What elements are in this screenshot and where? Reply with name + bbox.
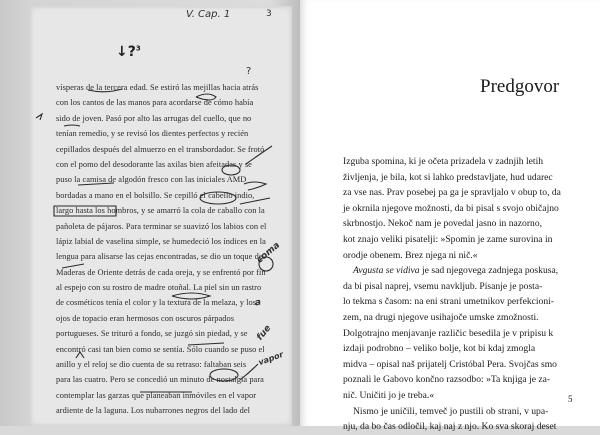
body-line (343, 357, 575, 373)
body-line (343, 341, 575, 357)
manuscript-line: con los cantos de las manos para acordarse de cómo había (56, 98, 254, 108)
body-line (343, 201, 575, 217)
handwritten-arrow-sup: 3 (135, 44, 141, 53)
body-line (343, 263, 575, 279)
body-line-text: nič. Uničiti jo je treba.« (343, 389, 435, 401)
manuscript-line: anillo y el reloj se dio cuenta de su retraso: faltaban seis (56, 360, 247, 370)
body-line-text: izdaji podrobno – veliko bolje, kot bi kdaj zmogla (343, 343, 536, 355)
manuscript-line: contemplar las garzas que planeaban inmóviles en el vapor (56, 390, 257, 400)
manuscript-line: Maderas de Oriente detrás de cada oreja, y se enfrentó por fin (56, 267, 266, 277)
manuscript-line: largo hasta los hombros, y se amarró la cola de caballo con la (56, 206, 265, 216)
manuscript-line: vísperas de la tercera edad. Se estiró las mejillas hacia atrás (56, 83, 259, 92)
body-line-text: življenja, je bila, kot si lahko predstavljate, hud udarec (343, 171, 553, 183)
body-line-text: Dolgotrajno menjavanje različic besedila je v pripisu k (343, 327, 554, 339)
body-text-block (343, 154, 575, 435)
body-line-text: je okrnila njegove možnosti, da bi pisal s svojo običajno (343, 202, 559, 214)
manuscript-text-block (56, 80, 270, 419)
body-line (343, 310, 575, 326)
handwritten-note-vapor: vapor (257, 349, 285, 368)
body-line-text: midva – opisal naš prijatelj Cristóbal Pera. Svojčas smo (343, 358, 557, 370)
manuscript-line: al espejo con su rostro de madre otoñal. La piel sin un rastro (56, 283, 262, 293)
body-line-text: Nismo je uničili, temveč jo pustili ob strani, v upa- (353, 405, 549, 417)
manuscript-line: portugueses. Se trituró a fondo, se juzgó sin piedad, y se (56, 329, 248, 339)
manuscript-line: ojos de topacio eran hermosos con oscuros párpados (56, 313, 235, 323)
body-line (343, 248, 575, 264)
body-line (343, 388, 575, 404)
handwritten-arrow-mark (116, 44, 141, 60)
body-line-text: nju, da bo čas odločil, kaj naj z njo. Ko sva skoraj deset (343, 421, 557, 433)
left-page-manuscript (0, 0, 300, 426)
handwritten-question-mark: ? (246, 66, 252, 77)
manuscript-page-number: 3 (266, 9, 272, 19)
body-line-text: poznali le Gabovo končno razsodbo: »Ta knjiga je za- (343, 374, 551, 386)
body-line-text: da bi pisal naprej, vsemu navkljub. Pisanje je posta- (343, 280, 543, 292)
manuscript-line: ardiente de la laguna. Los nubarrones negros del lado del (56, 406, 251, 416)
manuscript-line: encontró casi tan bien como se sentía. Sólo cuando se puso el (56, 344, 265, 354)
body-line-text: kot znajo veliki pisatelji: »Spomin je zame surovina in (343, 233, 553, 245)
body-line-text: je sad njegovega zadnjega poskusa, (419, 265, 559, 277)
body-line (343, 216, 575, 232)
body-line-text: skrbnostjo. Nekoč nam je povedal jasno in nazorno, (343, 218, 543, 230)
manuscript-line: pañoleta de pájaros. Para terminar se suavizó los labios con el (56, 221, 267, 231)
manuscript-line: bordadas a mano en el bolsillo. Se cepilló el cabello indio, (56, 190, 255, 200)
handwritten-note-a: a (254, 297, 262, 309)
manuscript-line: lápiz labial de vaselina simple, se humedeció los índices en la (56, 236, 266, 246)
manuscript-line: sido de joven. Pasó por alto las arrugas del cuello, que no (56, 113, 252, 123)
body-line (343, 279, 575, 295)
body-line (343, 170, 575, 186)
body-line-text: zem, na drugi njegove usihajoče umske zmožnosti. (343, 311, 539, 323)
body-line (343, 326, 575, 342)
body-line (343, 419, 575, 435)
page-number: 5 (568, 394, 573, 404)
chapter-title: Predgovor (480, 76, 560, 97)
manuscript-line: de cosméticos tenía el color y la textura de la melaza, y los (56, 298, 257, 308)
handwritten-note-fue: fue (255, 323, 274, 343)
manuscript-line: puso la camisa de algodón fresco con las iniciales AMD (56, 175, 247, 185)
manuscript-line: para las cuatro. Pero se concedió un minuto de nostalgia para (56, 375, 264, 385)
right-page-printed (300, 0, 600, 433)
body-line-text: Izguba spomina, ki je očeta prizadela v zadnjih letih (343, 156, 544, 167)
body-line-text: orodje obenem. Brez njega ni nič.« (343, 249, 478, 261)
body-line (343, 232, 575, 248)
body-line (343, 294, 575, 310)
body-line (343, 154, 575, 170)
manuscript-header: V. Cap. 1 (186, 9, 231, 20)
book-title-italic: Avgusta se vidiva (353, 265, 420, 277)
body-line-text: lo tekma s časom: na eni strani umetnikov perfekcioni- (343, 296, 555, 308)
manuscript-line: cepillados después del almuerzo en el transbordador. Se frotó (56, 144, 265, 154)
body-line (343, 404, 575, 420)
body-line-text: za vse nas. Prav posebej pa ga je spravljalo v obup to, da (343, 187, 561, 199)
body-line (343, 185, 575, 201)
handwritten-note-coma: coma (254, 240, 283, 266)
manuscript-line: con el pomo del desodorante las axilas bien afeitadas y se (56, 159, 252, 169)
manuscript-line: tenían remedio, y se revisó los dientes perfectos y recién (56, 129, 249, 139)
manuscript-line: lengua para alisarse las cejas encontradas, se dio un toque de (56, 252, 263, 262)
handwritten-arrow-text: ↓? (116, 44, 136, 60)
body-line (343, 372, 575, 388)
